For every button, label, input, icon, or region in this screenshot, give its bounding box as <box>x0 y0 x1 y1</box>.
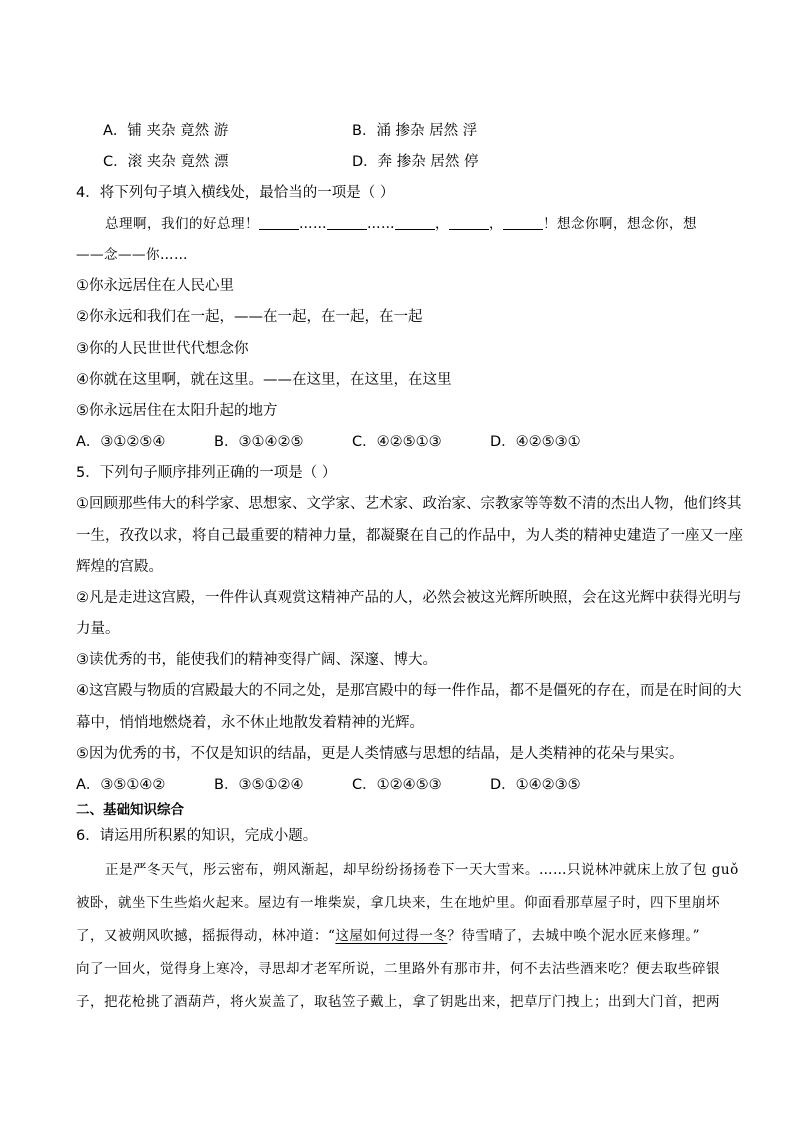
blank-3 <box>395 215 435 230</box>
q6-passage-line-3b: ？待雪晴了，去城中唤个泥水匠来修理。” <box>447 928 701 944</box>
q6-passage-line-4: 向了一回火，觉得身上寒冷，寻思却才老军所说，二里路外有那市井，何不去沽些酒来吃？便去取些碎银 <box>76 961 720 977</box>
q3-option-d: D．奔 掺杂 居然 停 <box>352 154 479 170</box>
q5-option-d: D．①④②③⑤ <box>490 777 581 793</box>
q4-passage-end: ！想念你啊，想念你，想 <box>543 216 697 232</box>
q4-item-5: ⑤你永远居住在太阳升起的地方 <box>76 403 278 419</box>
q5-line-6: ③读优秀的书，能使我们的精神变得广阔、深邃、博大。 <box>76 652 437 668</box>
q3-option-a: A．铺 夹杂 竟然 游 <box>103 123 229 139</box>
q5-line-9: ⑤因为优秀的书，不仅是知识的结晶，更是人类情感与思想的结晶，是人类精神的花朵与果实。 <box>76 746 684 762</box>
q5-line-5: 力量。 <box>76 621 120 637</box>
q6-passage-line-5: 子，把花枪挑了酒葫芦，将火炭盖了，取毡笠子戴上，拿了钥匙出来，把草厅门拽上；出到大门首，把两 <box>76 994 720 1010</box>
q6-passage-line-2: 被卧，就坐下生些焰火起来。屋边有一堆柴炭，拿几块来，生在地炉里。仰面看那草屋子时，四下里崩坏 <box>76 895 720 911</box>
q5-option-c: C．①②④⑤③ <box>352 777 442 793</box>
q4-item-2: ②你永远和我们在一起，——在一起，在一起，在一起 <box>76 309 423 325</box>
q4-dots-2: …… <box>367 216 395 232</box>
q4-passage-line1 <box>105 214 697 234</box>
underlined-sentence: 这屋如何过得一冬 <box>335 928 448 944</box>
q4-dots-1: …… <box>299 216 327 232</box>
q5-stem: 5．下列句子顺序排列正确的一项是（ ） <box>76 465 337 481</box>
blank-5 <box>503 215 543 230</box>
blank-1 <box>259 215 299 230</box>
q4-item-4: ④你就在这里啊，就在这里。——在这里，在这里，在这里 <box>76 372 452 388</box>
q3-option-b: B．涌 掺杂 居然 浮 <box>352 123 478 139</box>
q6-stem: 6．请运用所积累的知识，完成小题。 <box>76 828 318 844</box>
q4-item-3: ③你的人民世世代代想念你 <box>76 341 249 357</box>
q5-line-8: 幕中，悄悄地燃烧着，永不休止地散发着精神的光辉。 <box>76 715 424 731</box>
q5-line-4: ②凡是走进这宫殿，一件件认真观赏这精神产品的人，必然会被这光辉所映照，会在这光辉中获得光明与 <box>76 590 742 606</box>
q6-passage-line-3a: 了，又被朔风吹撼，摇振得动，林冲道：“ <box>76 928 336 944</box>
q4-option-a: A．③①②⑤④ <box>76 434 166 450</box>
q4-comma-2: ， <box>489 216 503 232</box>
q5-option-b: B．③⑤①②④ <box>214 777 304 793</box>
q4-option-d: D．④②⑤③① <box>490 434 581 450</box>
q4-comma-1: ， <box>435 216 449 232</box>
q6-passage-line-3 <box>76 926 700 946</box>
blank-4 <box>449 215 489 230</box>
q4-option-c: C．④②⑤①③ <box>352 434 442 450</box>
q4-item-1: ①你永远居住在人民心里 <box>76 278 234 294</box>
blank-2 <box>327 215 367 230</box>
q6-passage-line-1: 正是严冬天气，彤云密布，朔风渐起，却早纷纷扬扬卷下一天大雪来。……只说林冲就床上放了包 guǒ <box>105 862 739 878</box>
q4-stem: 4．将下列句子填入横线处，最恰当的一项是（ ） <box>76 185 395 201</box>
q5-line-2: 一生，孜孜以求，将自己最重要的精神力量，都凝聚在自己的作品中，为人类的精神史建造了一座又一座 <box>76 528 743 544</box>
q5-option-a: A．③⑤①④② <box>76 777 166 793</box>
q5-line-7: ④这宫殿与物质的宫殿最大的不同之处，是那宫殿中的每一件作品，都不是僵死的存在，而是在时间的大 <box>76 683 742 699</box>
q4-passage-line2: ——念——你…… <box>76 247 188 263</box>
q5-line-1: ①回顾那些伟大的科学家、思想家、文学家、艺术家、政治家、宗教家等等数不清的杰出人物，他们终其 <box>76 496 742 512</box>
q3-option-c: C．滚 夹杂 竟然 漂 <box>103 154 229 170</box>
q4-option-b: B．③①④②⑤ <box>214 434 304 450</box>
q5-line-3: 辉煌的宫殿。 <box>76 559 163 575</box>
q4-passage-start: 总理啊，我们的好总理！ <box>105 216 259 232</box>
section-heading: 二、基础知识综合 <box>76 802 184 818</box>
